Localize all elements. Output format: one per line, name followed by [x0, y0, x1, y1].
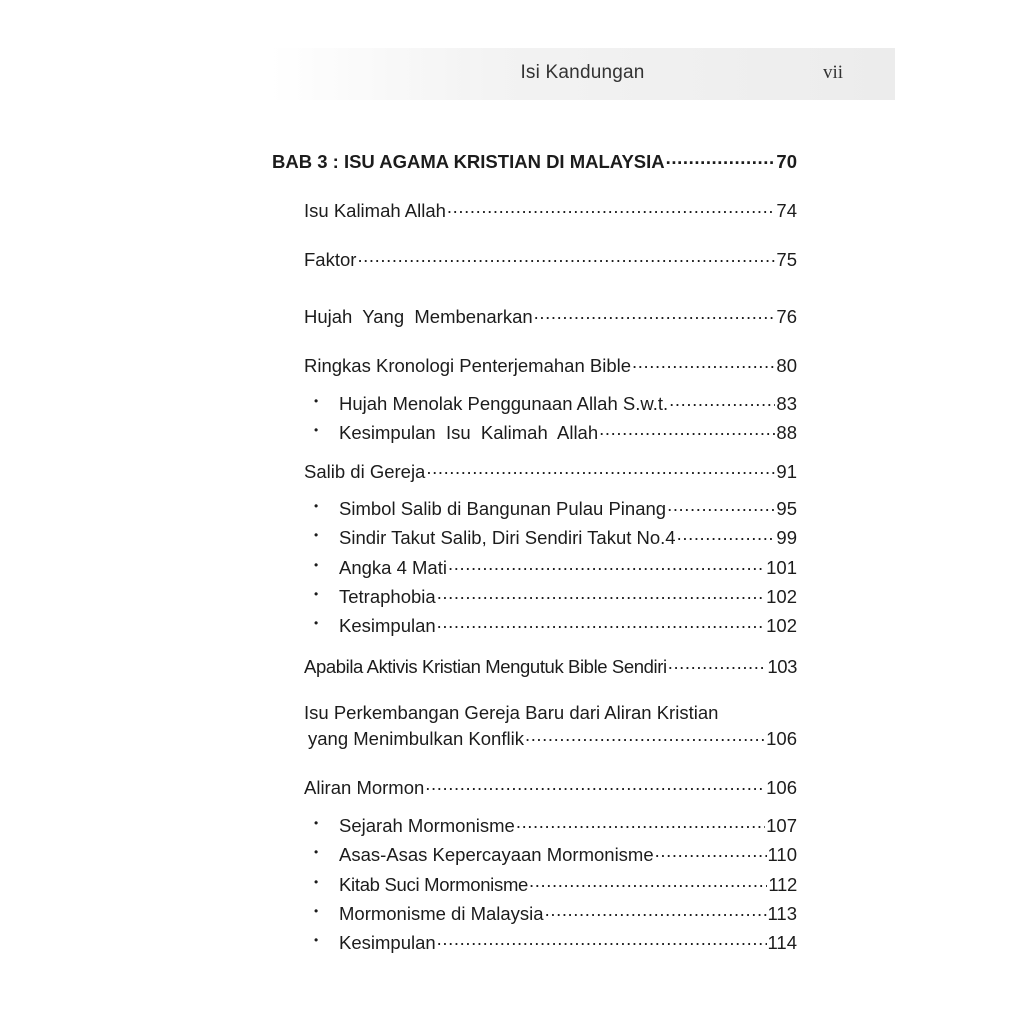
toc-entry-label: Asas-Asas Kepercayaan Mormonisme — [339, 843, 654, 865]
toc-leader-dots — [599, 420, 775, 439]
toc-leader-dots — [668, 654, 767, 673]
toc-entry-page: 106 — [766, 727, 797, 749]
toc-leader-dots — [357, 247, 775, 266]
bullet-icon: • — [314, 616, 319, 630]
toc-entry[interactable] — [304, 304, 797, 326]
toc-leader-dots — [677, 525, 776, 544]
toc-entry-page: 102 — [766, 614, 797, 636]
toc-entry-label: Ringkas Kronologi Penterjemahan Bible — [304, 354, 632, 376]
toc-entry-label: Kesimpulan Isu Kalimah Allah — [339, 421, 599, 443]
toc-leader-dots — [448, 555, 765, 574]
toc-entry-page: 103 — [767, 655, 797, 677]
toc-entry-label: Sindir Takut Salib, Diri Sendiri Takut No.4 — [339, 526, 676, 548]
toc-leader-dots — [425, 775, 765, 794]
toc-entry[interactable] — [304, 459, 797, 481]
toc-leader-dots — [529, 872, 767, 891]
toc-entry-label: yang Menimbulkan Konflik — [308, 727, 524, 749]
bullet-icon: • — [314, 499, 319, 513]
toc-leader-dots — [655, 842, 767, 861]
toc-entry-label: Salib di Gereja — [304, 460, 426, 482]
bullet-icon: • — [314, 558, 319, 572]
toc-entry[interactable] — [304, 775, 797, 797]
toc-entry-label: Hujah Yang Membenarkan — [304, 305, 533, 327]
toc-entry-page: 99 — [776, 526, 797, 548]
toc-leader-dots — [437, 584, 765, 603]
toc-entry-label: Aliran Mormon — [304, 776, 425, 798]
toc-entry[interactable] — [304, 353, 797, 375]
toc-leader-dots — [426, 459, 775, 478]
toc-entry-page: 114 — [767, 931, 797, 953]
toc-entry-label: Sejarah Mormonisme — [339, 814, 515, 836]
toc-entry-page: 112 — [768, 873, 797, 895]
toc-entry-label: Angka 4 Mati — [339, 556, 447, 578]
toc-subentry[interactable] — [339, 525, 797, 547]
bullet-icon: • — [314, 845, 319, 859]
toc-entry[interactable] — [304, 247, 797, 269]
toc-leader-dots — [437, 930, 767, 949]
bullet-icon: • — [314, 528, 319, 542]
toc-entry-label: Isu Kalimah Allah — [304, 199, 446, 221]
toc-entry-label: Hujah Menolak Penggunaan Allah S.w.t. — [339, 392, 669, 414]
toc-chapter-page: 70 — [776, 150, 797, 172]
bullet-icon: • — [314, 904, 319, 918]
toc-entry-label: Tetraphobia — [339, 585, 436, 607]
toc-leader-dots — [669, 391, 775, 410]
toc-leader-dots — [534, 304, 776, 323]
toc-entry-page: 91 — [776, 460, 797, 482]
toc-subentry[interactable] — [339, 872, 797, 894]
toc-subentry[interactable] — [339, 496, 797, 518]
toc-chapter-label: BAB 3 : ISU AGAMA KRISTIAN DI MALAYSIA — [272, 150, 665, 172]
toc-entry-page: 95 — [776, 497, 797, 519]
bullet-icon: • — [314, 587, 319, 601]
toc-entry[interactable] — [308, 726, 797, 748]
toc-entry-label: Kitab Suci Mormonisme — [339, 873, 529, 895]
toc-leader-dots — [545, 901, 767, 920]
toc-entry[interactable] — [304, 198, 797, 220]
toc-entry-page: 107 — [766, 814, 797, 836]
toc-entry-label: Kesimpulan — [339, 931, 436, 953]
toc-subentry[interactable] — [339, 930, 797, 952]
toc-entry-label: Simbol Salib di Bangunan Pulau Pinang — [339, 497, 667, 519]
toc-leader-dots — [525, 726, 765, 745]
toc-leader-dots — [447, 198, 776, 217]
toc-subentry[interactable] — [339, 842, 797, 864]
toc-entry-label: Kesimpulan — [339, 614, 436, 636]
bullet-icon: • — [314, 933, 319, 947]
toc-entry-page: 75 — [776, 248, 797, 270]
toc-entry-label: Apabila Aktivis Kristian Mengutuk Bible Sendiri — [304, 655, 667, 677]
toc-entry-page: 76 — [776, 305, 797, 327]
toc-chapter-entry[interactable] — [272, 149, 797, 171]
toc-subentry[interactable] — [339, 613, 797, 635]
toc-entry-page: 106 — [766, 776, 797, 798]
toc-subentry[interactable] — [339, 901, 797, 923]
toc-entry-label-line1: Isu Perkembangan Gereja Baru dari Aliran Kristian — [304, 702, 719, 723]
toc-entry-label: Mormonisme di Malaysia — [339, 902, 544, 924]
toc-leader-dots — [666, 149, 776, 168]
toc-leader-dots — [667, 496, 775, 515]
toc-entry-page: 102 — [766, 585, 797, 607]
toc-leader-dots — [632, 353, 775, 372]
toc-leader-dots — [437, 613, 765, 632]
toc-entry-page: 74 — [776, 199, 797, 221]
bullet-icon: • — [314, 816, 319, 830]
bullet-icon: • — [314, 423, 319, 437]
toc-leader-dots — [516, 813, 765, 832]
toc-subentry[interactable] — [339, 420, 797, 442]
toc-entry-page: 101 — [766, 556, 797, 578]
toc-entry-page: 83 — [776, 392, 797, 414]
header-page-number: vii — [822, 62, 843, 83]
toc-subentry[interactable] — [339, 813, 797, 835]
toc-entry-page: 110 — [767, 843, 797, 865]
toc-entry-page: 80 — [776, 354, 797, 376]
toc-entry[interactable] — [304, 654, 797, 676]
toc-entry-page: 113 — [767, 902, 797, 924]
bullet-icon: • — [314, 394, 319, 408]
header-title: Isi Kandungan — [520, 62, 645, 83]
toc-subentry[interactable] — [339, 584, 797, 606]
bullet-icon: • — [314, 875, 319, 889]
toc-entry-label: Faktor — [304, 248, 357, 270]
toc-subentry[interactable] — [339, 555, 797, 577]
toc-subentry[interactable] — [339, 391, 797, 413]
toc-entry-page: 88 — [776, 421, 797, 443]
